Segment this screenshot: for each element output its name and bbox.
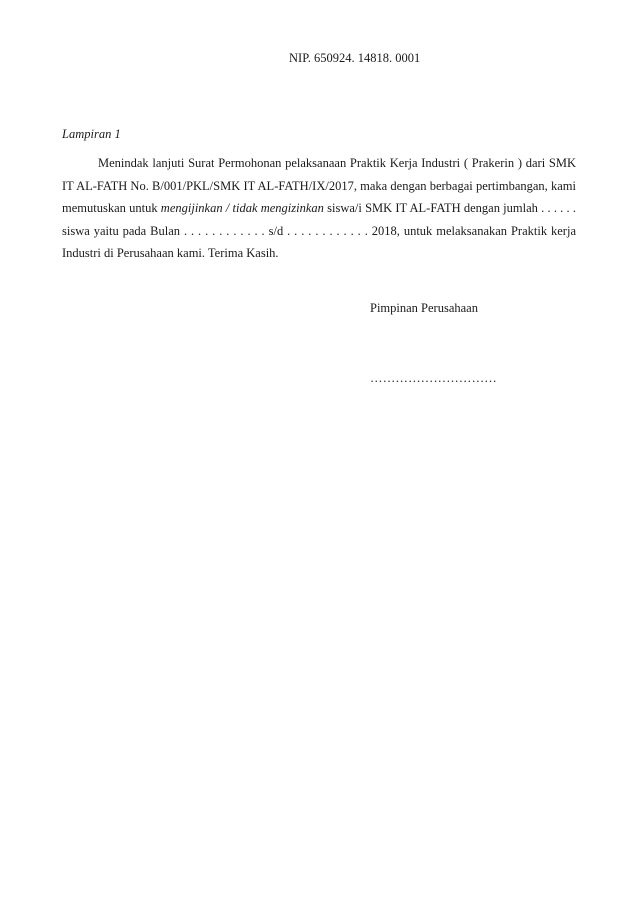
signature-title: Pimpinan Perusahaan <box>370 301 478 315</box>
attachment-label: Lampiran 1 <box>62 127 121 141</box>
signature-block <box>370 301 497 386</box>
nip-number: NIP. 650924. 14818. 0001 <box>289 51 421 65</box>
letter-body-part1: Menindak lanjuti Surat Permohonan pelaksanaan Praktik Kerja Industri ( Prakerin ) dari SMK IT AL-FATH No. B/001/PKL/SMK IT AL-FATH/IX/2017, maka dengan berbagai pertimbangan, kami memutuskan untuk <box>62 156 576 215</box>
decision-phrase: mengijinkan / tidak mengizinkan <box>160 201 324 215</box>
signature-placeholder: ………………………… <box>370 371 497 385</box>
letter-body <box>62 152 576 265</box>
letter-body-part2: siswa/i SMK IT AL-FATH dengan jumlah . . . . . . siswa yaitu pada Bulan . . . . . . . . . . . . s/d . . . . . . . . . . . . 2018, untuk melaksanakan Praktik kerja Industri di Perusahaan kami. Terima Kasih. <box>62 201 576 260</box>
